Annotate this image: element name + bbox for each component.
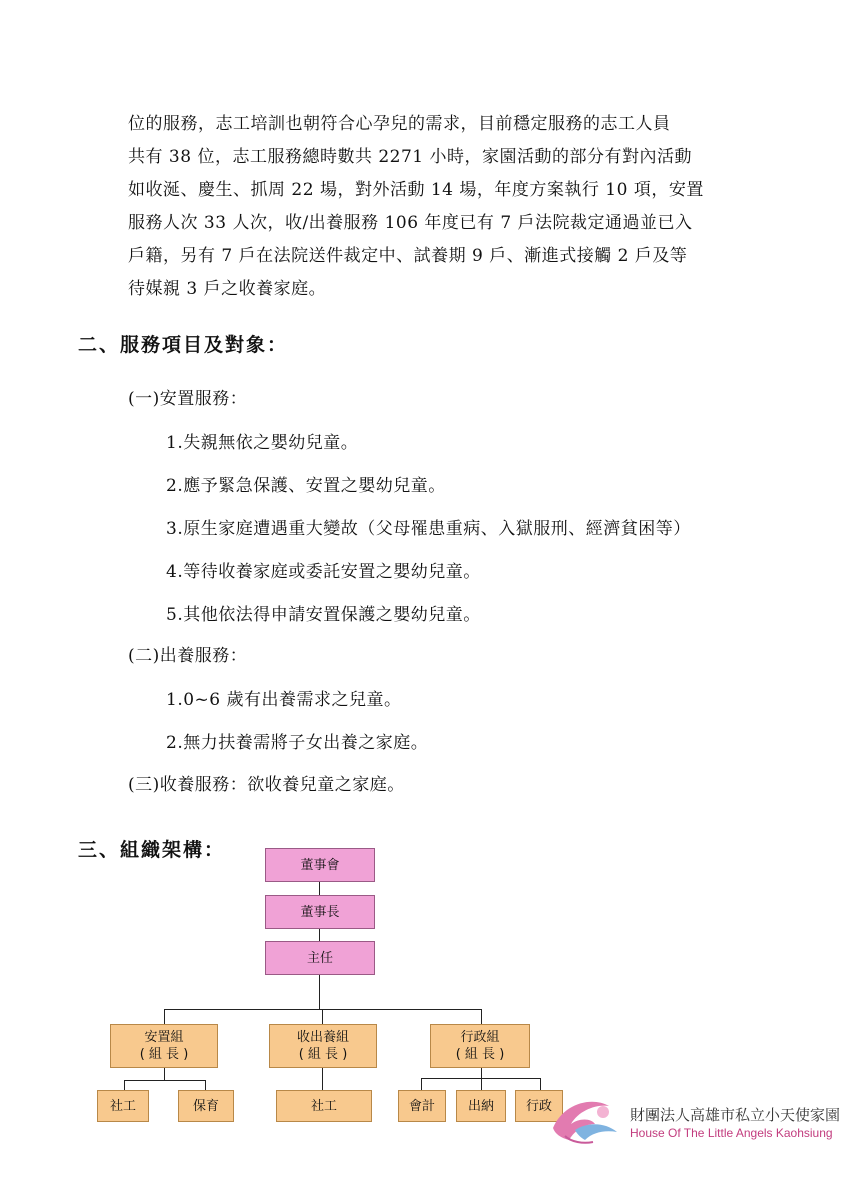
paragraph-line: 如收涎、慶生、抓周 22 場，對外活動 14 場，年度方案執行 10 項，安置: [128, 180, 704, 200]
connector: [421, 1078, 422, 1090]
section3-heading: 三、組織架構：: [78, 839, 226, 861]
group-leader: ( 組 長 ): [455, 1047, 505, 1062]
sub1-item: 2.應予緊急保護、安置之嬰幼兒童。: [166, 476, 446, 496]
org-staff-social-adoption: [276, 1090, 372, 1122]
paragraph-line: 共有 38 位，志工服務總時數共 2271 小時，家園活動的部分有對內活動: [128, 147, 693, 167]
paragraph-line: 戶籍，另有 7 戶在法院送件裁定中、試養期 9 戶、漸進式接觸 2 戶及等: [128, 246, 688, 266]
org-board-label: 董事會: [300, 857, 340, 873]
org-group-placement: [110, 1024, 218, 1068]
connector: [319, 975, 320, 1009]
group-name: 行政組: [460, 1030, 500, 1045]
staff-label: 會計: [408, 1098, 435, 1114]
sub2-item: 2.無力扶養需將子女出養之家庭。: [166, 733, 429, 753]
paragraph-line: 待媒親 3 戶之收養家庭。: [128, 279, 327, 299]
staff-label: 行政: [525, 1098, 552, 1114]
connector: [319, 882, 320, 895]
group-name: 收出養組: [296, 1030, 349, 1045]
sub2-item: 1.0~6 歲有出養需求之兒童。: [166, 690, 402, 710]
angel-logo-icon: [545, 1090, 627, 1148]
group-leader: ( 組 長 ): [298, 1047, 348, 1062]
logo-text-english: House Of The Little Angels Kaohsiung: [630, 1126, 833, 1140]
connector: [124, 1080, 206, 1081]
org-staff-care: [178, 1090, 234, 1122]
sub1-item: 4.等待收養家庭或委託安置之嬰幼兒童。: [166, 562, 481, 582]
sub1-item: 3.原生家庭遭遇重大變故（父母罹患重病、入獄服刑、經濟貧困等）: [166, 519, 691, 539]
staff-label: 出納: [467, 1098, 494, 1114]
connector: [205, 1080, 206, 1090]
connector: [481, 1078, 482, 1090]
org-group-adoption: [269, 1024, 377, 1068]
connector: [481, 1068, 482, 1078]
group-leader: ( 組 長 ): [139, 1047, 189, 1062]
connector: [164, 1068, 165, 1080]
connector: [322, 1009, 323, 1024]
sub2-title: (二)出養服務：: [128, 646, 248, 666]
paragraph-line: 服務人次 33 人次，收/出養服務 106 年度已有 7 戶法院裁定通過並已入: [128, 213, 693, 233]
connector: [319, 929, 320, 941]
paragraph-line: 位的服務，志工培訓也朝符合心孕兒的需求，目前穩定服務的志工人員: [128, 114, 671, 134]
org-chairman-label: 董事長: [300, 904, 340, 920]
group-name: 安置組: [144, 1030, 184, 1045]
org-staff-accounting: [398, 1090, 446, 1122]
connector: [322, 1068, 323, 1090]
connector: [481, 1009, 482, 1024]
logo-text-chinese: 財團法人高雄市私立小天使家園: [630, 1106, 841, 1124]
connector: [540, 1078, 541, 1090]
org-group-admin: [430, 1024, 530, 1068]
connector: [164, 1009, 165, 1024]
section2-heading: 二、服務項目及對象：: [78, 334, 289, 356]
sub1-item: 1.失親無依之嬰幼兒童。: [166, 433, 359, 453]
sub1-item: 5.其他依法得申請安置保護之嬰幼兒童。: [166, 605, 481, 625]
connector: [124, 1080, 125, 1090]
intro-paragraph: [128, 108, 768, 306]
staff-label: 社工: [310, 1098, 337, 1114]
sub1-title: (一)安置服務：: [128, 389, 248, 409]
org-board-box: [265, 848, 375, 882]
org-staff-social: [97, 1090, 149, 1122]
staff-label: 保育: [192, 1098, 219, 1114]
org-director-label: 主任: [306, 950, 333, 966]
sub3-title: (三)收養服務：欲收養兒童之家庭。: [128, 775, 405, 795]
connector: [164, 1009, 482, 1010]
org-director-box: [265, 941, 375, 975]
org-chairman-box: [265, 895, 375, 929]
org-staff-cashier: [456, 1090, 506, 1122]
staff-label: 社工: [109, 1098, 136, 1114]
